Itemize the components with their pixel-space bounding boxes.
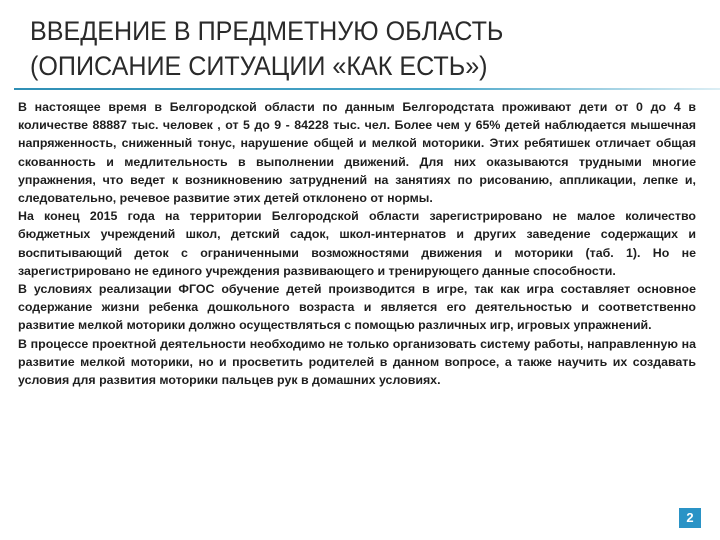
- paragraph-demographics: В настоящее время в Белгородской области по данным Белгородстата проживают дети от 0 до 4 в количестве 88887 тыс. человек , от 5 до 9 - 84228 тыс. чел. Более чем у 65% детей наблюдается мышечная напряженность, сниженный тонус, нарушение общей и мелкой моторики. Этих ребятишек отличает общая скованность и медлительность в выполнении движений. Для них оказываются трудными многие упражнения, что ведет к возникновению затруднений на занятиях по рисованию, аппликации, лепке и, следовательно, речевое развитие этих детей отклонено от нормы.: [18, 100, 696, 206]
- paragraph-fgos: В условиях реализации ФГОС обучение детей производится в игре, так как игра составляет основное содержание жизни ребенка дошкольного возраста и является его деятельностью и соответственно развитие мелкой моторики должно осуществляться с помощью различных игр, игровых упражнений.: [18, 282, 696, 333]
- paragraph-project: В процессе проектной деятельности необходимо не только организовать систему работы, направленную на развитие мелкой моторики, но и просветить родителей в данном вопросе, а также научить их создавать условия для развития моторики пальцев рук в домашних условиях.: [18, 336, 696, 388]
- slide-title-line-2: (ОПИСАНИЕ СИТУАЦИИ «КАК ЕСТЬ»): [30, 51, 488, 81]
- title-divider: [14, 88, 720, 90]
- page-number-badge: 2: [679, 508, 701, 528]
- paragraph-institutions: На конец 2015 года на территории Белгородской области зарегистрировано не малое количество бюджетных учреждений школ, детский садок, школ-интернатов и других заведение содержащих и воспитывающий деток с ограниченными возможностями движения и моторики (таб. 1). Но не зарегистрировано не единого учреждения развивающего и тренирующего данные способности.: [18, 209, 696, 278]
- slide-body: [18, 98, 696, 389]
- slide-title: [30, 14, 644, 84]
- slide-title-line-1: ВВЕДЕНИЕ В ПРЕДМЕТНУЮ ОБЛАСТЬ: [30, 16, 504, 46]
